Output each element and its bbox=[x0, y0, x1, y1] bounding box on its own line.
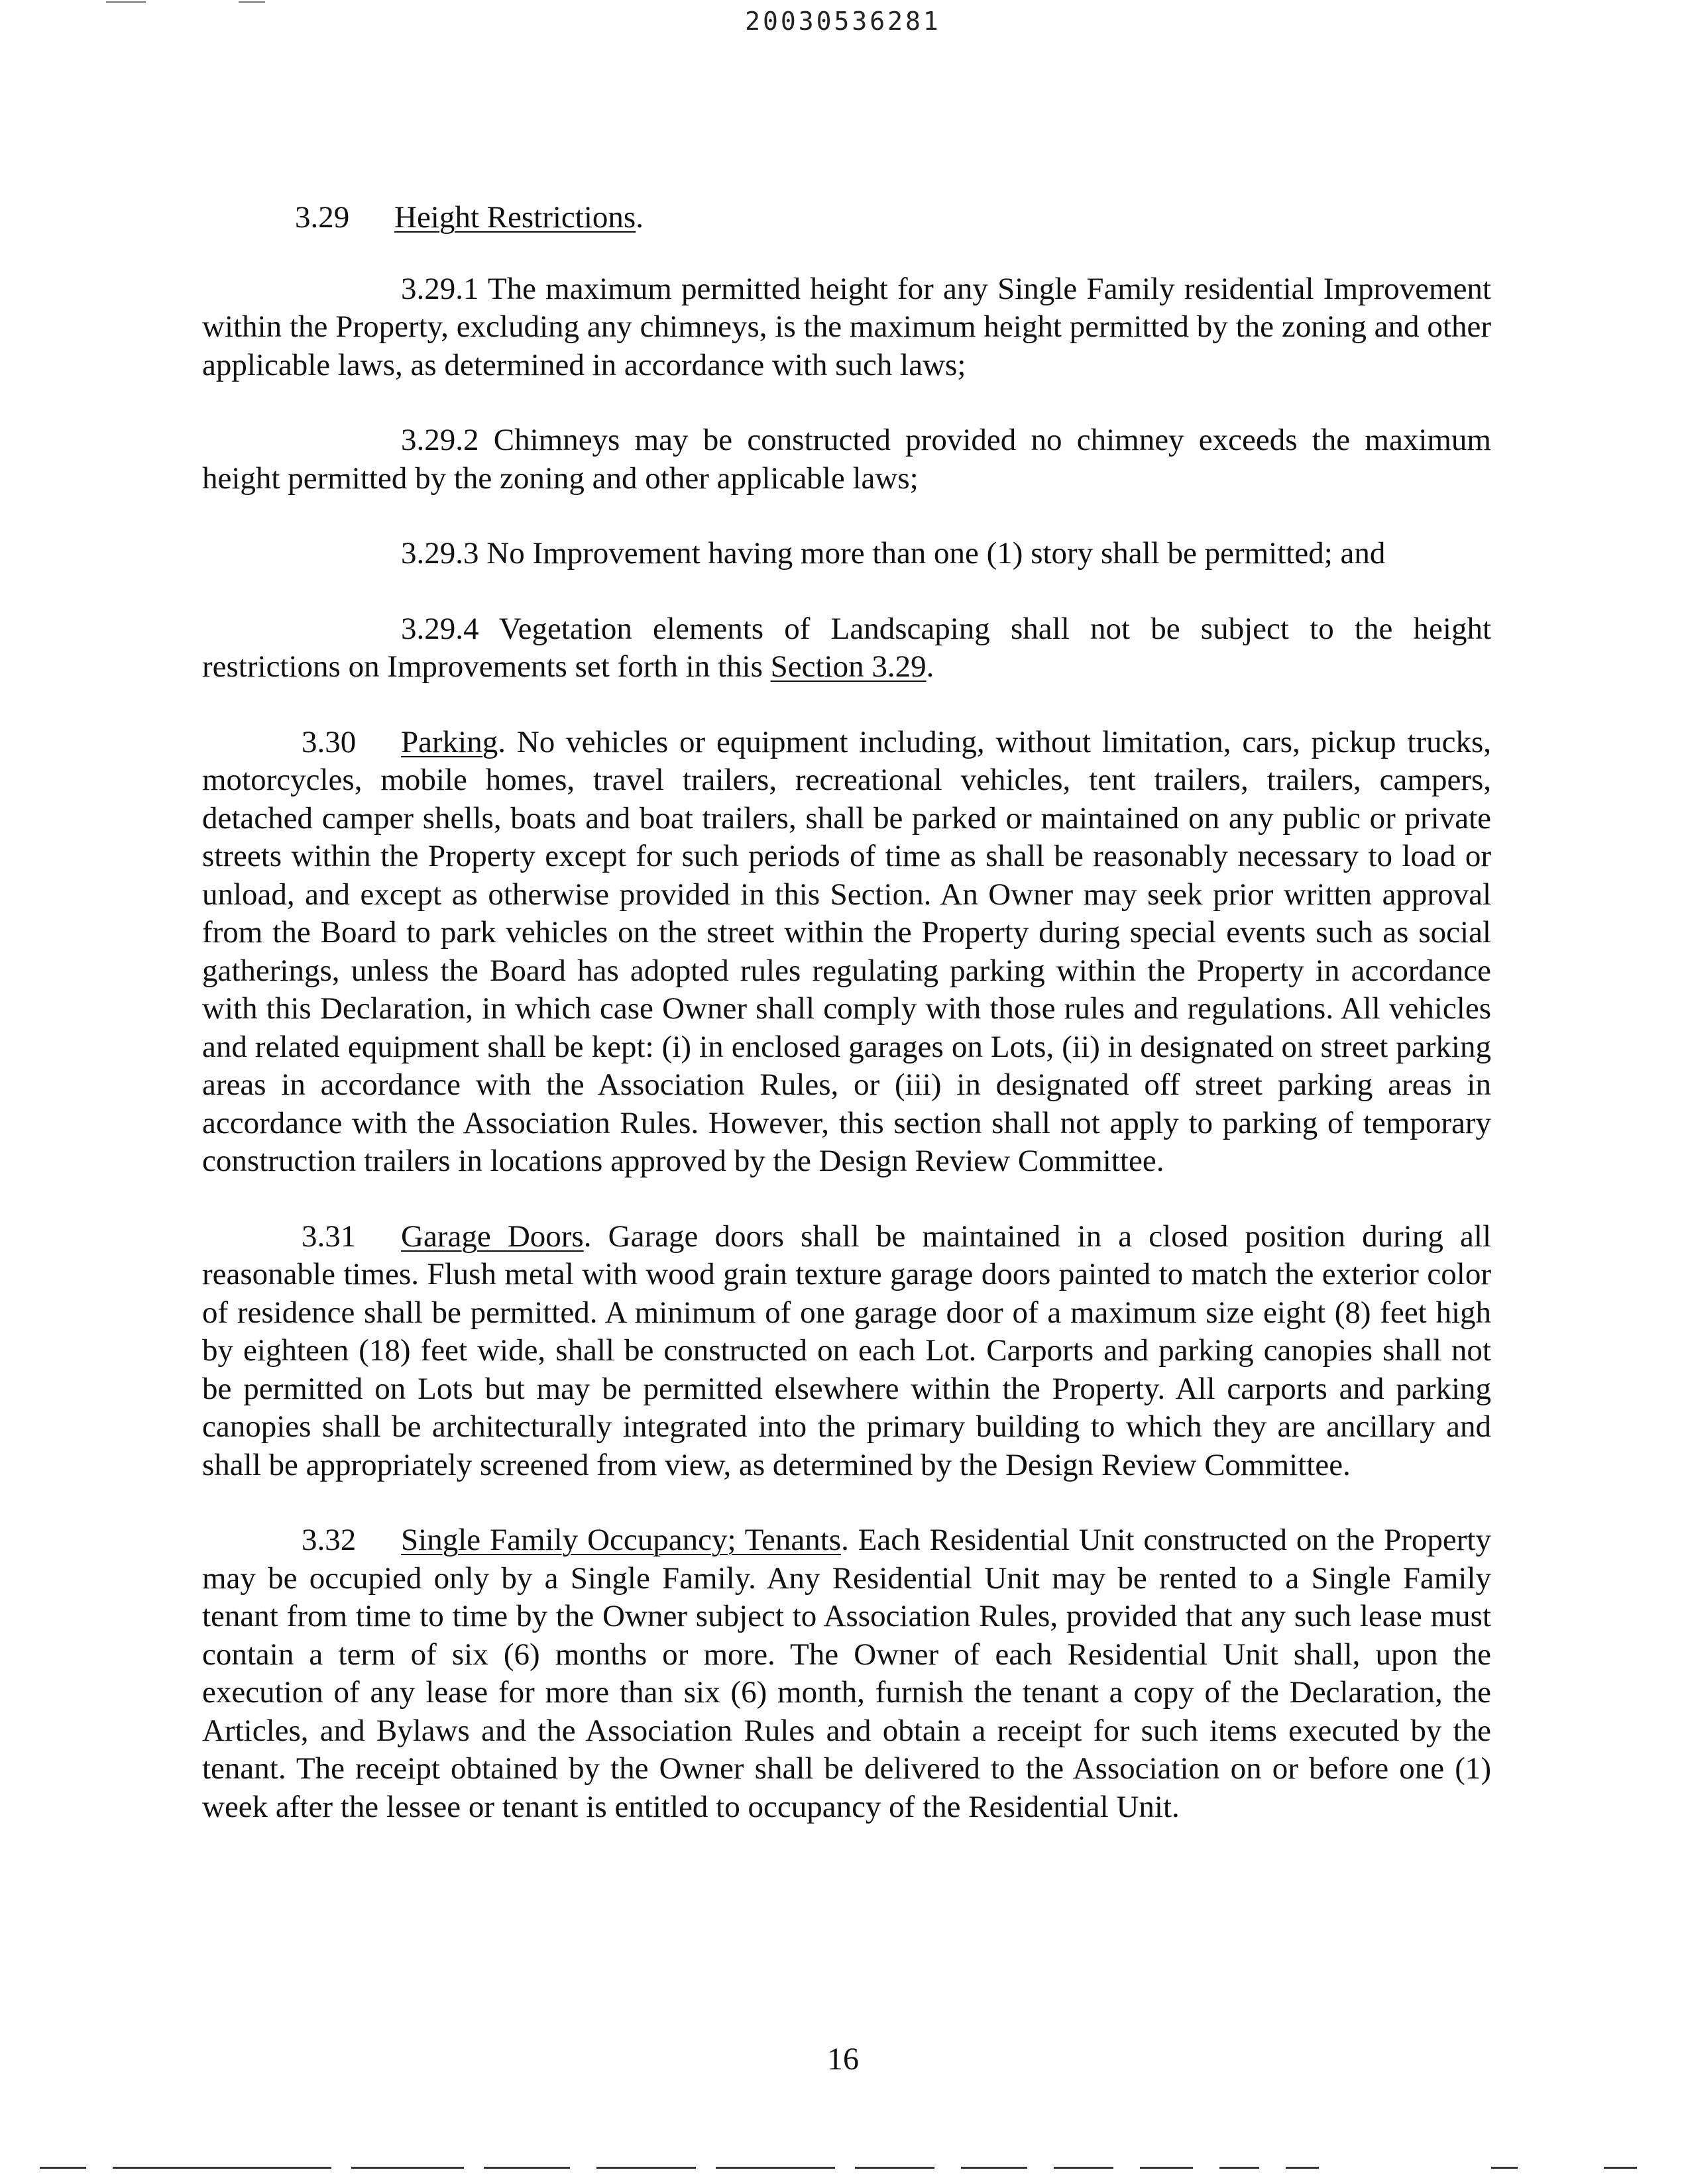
scan-dash bbox=[484, 2167, 570, 2169]
section-3-30 bbox=[202, 724, 1491, 1181]
section-title-period: . bbox=[636, 200, 644, 235]
scan-dash bbox=[1286, 2167, 1319, 2169]
document-page bbox=[202, 199, 1491, 1863]
subsection-3-29-1: 3.29.1 The maximum permitted height for any Single Family residential Improvement within the Property, excluding any chimneys, is the maximum height permitted by the zoning and other applicable laws, as determined in accordance with such laws; bbox=[202, 271, 1491, 382]
section-3-31 bbox=[202, 1218, 1491, 1485]
subsection-3-29-3: 3.29.3 No Improvement having more than one (1) story shall be permitted; and bbox=[401, 536, 1386, 571]
section-number: 3.32 bbox=[302, 1523, 357, 1557]
section-body: . Each Residential Unit constructed on the Property may be occupied only by a Single Family. Any Residential Unit may be rented to a Single Family tenant from time to time by the Owner subject to Association Rules, provided that any such lease must contain a term of six (6) months or more. The Owner of each Residential Unit shall, upon the execution of any lease for more than six (6) month, furnish the tenant a copy of the Declaration, the Articles, and Bylaws and the Association Rules and obtain a receipt for such items executed by the tenant. The receipt obtained by the Owner shall be delivered to the Association on or before one (1) week after the lessee or tenant is entitled to occupancy of the Residential Unit. bbox=[202, 1523, 1491, 1824]
section-reference: Section 3.29 bbox=[770, 649, 927, 684]
subsection-text: 3.29.4 Vegetation elements of Landscaping shall not be subject to the height restrictions on Improvements set forth in this bbox=[202, 611, 1491, 684]
scan-dash bbox=[1219, 2167, 1259, 2169]
scan-dash bbox=[1491, 2167, 1518, 2169]
scan-dash bbox=[855, 2167, 934, 2169]
scan-dash bbox=[40, 2167, 86, 2169]
subsection-3-29-2: 3.29.2 Chimneys may be constructed provided no chimney exceeds the maximum height permitted by the zoning and other applicable laws; bbox=[202, 423, 1491, 496]
section-title: Parking bbox=[401, 724, 498, 759]
section-number: 3.31 bbox=[302, 1219, 357, 1254]
section-body: . Garage doors shall be maintained in a closed position during all reasonable times. Flush metal with wood grain texture garage doors painted to match the exterior color of residence shall be permitted. A minimum of one garage door of a maximum size eight (8) feet high by eighteen (18) feet wide, shall be constructed on each Lot. Carports and parking canopies shall not be permitted on Lots but may be permitted elsewhere within the Property. All carports and parking canopies shall be architecturally integrated into the primary building to which they are ancillary and shall be appropriately screened from view, as determined by the Design Review Committee. bbox=[202, 1219, 1492, 1482]
section-title: Garage Doors bbox=[401, 1219, 584, 1254]
scan-dash bbox=[1054, 2167, 1113, 2169]
scan-dash bbox=[596, 2167, 696, 2169]
scan-artifact-top-left bbox=[106, 1, 146, 3]
section-number: 3.30 bbox=[302, 724, 357, 759]
scan-dash bbox=[351, 2167, 464, 2169]
subsection-period: . bbox=[926, 649, 934, 684]
scan-dash bbox=[716, 2167, 835, 2169]
scan-dash bbox=[113, 2167, 331, 2169]
section-title: Single Family Occupancy; Tenants bbox=[401, 1523, 842, 1557]
page-number: 16 bbox=[827, 2042, 859, 2077]
scan-dash bbox=[1604, 2167, 1637, 2169]
section-title: Height Restrictions bbox=[394, 200, 636, 235]
section-3-29-heading bbox=[202, 199, 1491, 237]
scan-artifact-top-left-2 bbox=[239, 1, 265, 3]
scan-dash bbox=[1140, 2167, 1193, 2169]
section-body: . No vehicles or equipment including, without limitation, cars, pickup trucks, motorcycles, mobile homes, travel trailers, recreational vehicles, tent trailers, trailers, campers, detached camper shells, boats and boat trailers, shall be parked or maintained on any public or private streets within the Property except for such periods of time as shall be reasonably necessary to load or unload, and except as otherwise provided in this Section. An Owner may seek prior written approval from the Board to park vehicles on the street within the Property during special events such as social gatherings, unless the Board has adopted rules regulating parking within the Property in accordance with this Declaration, in which case Owner shall comply with those rules and regulations. All vehicles and related equipment shall be kept: (i) in enclosed garages on Lots, (ii) in designated on street parking areas in accordance with the Association Rules, or (iii) in designated off street parking areas in accordance with the Association Rules. However, this section shall not apply to parking of temporary construction trailers in locations approved by the Design Review Committee. bbox=[202, 724, 1491, 1178]
scan-dash bbox=[961, 2167, 1027, 2169]
document-number: 20030536281 bbox=[745, 7, 941, 36]
subsection-3-29-4 bbox=[202, 610, 1491, 686]
section-number: 3.29 bbox=[295, 200, 350, 235]
section-3-32 bbox=[202, 1521, 1491, 1826]
scan-artifact-bottom-rules bbox=[40, 2167, 1657, 2172]
